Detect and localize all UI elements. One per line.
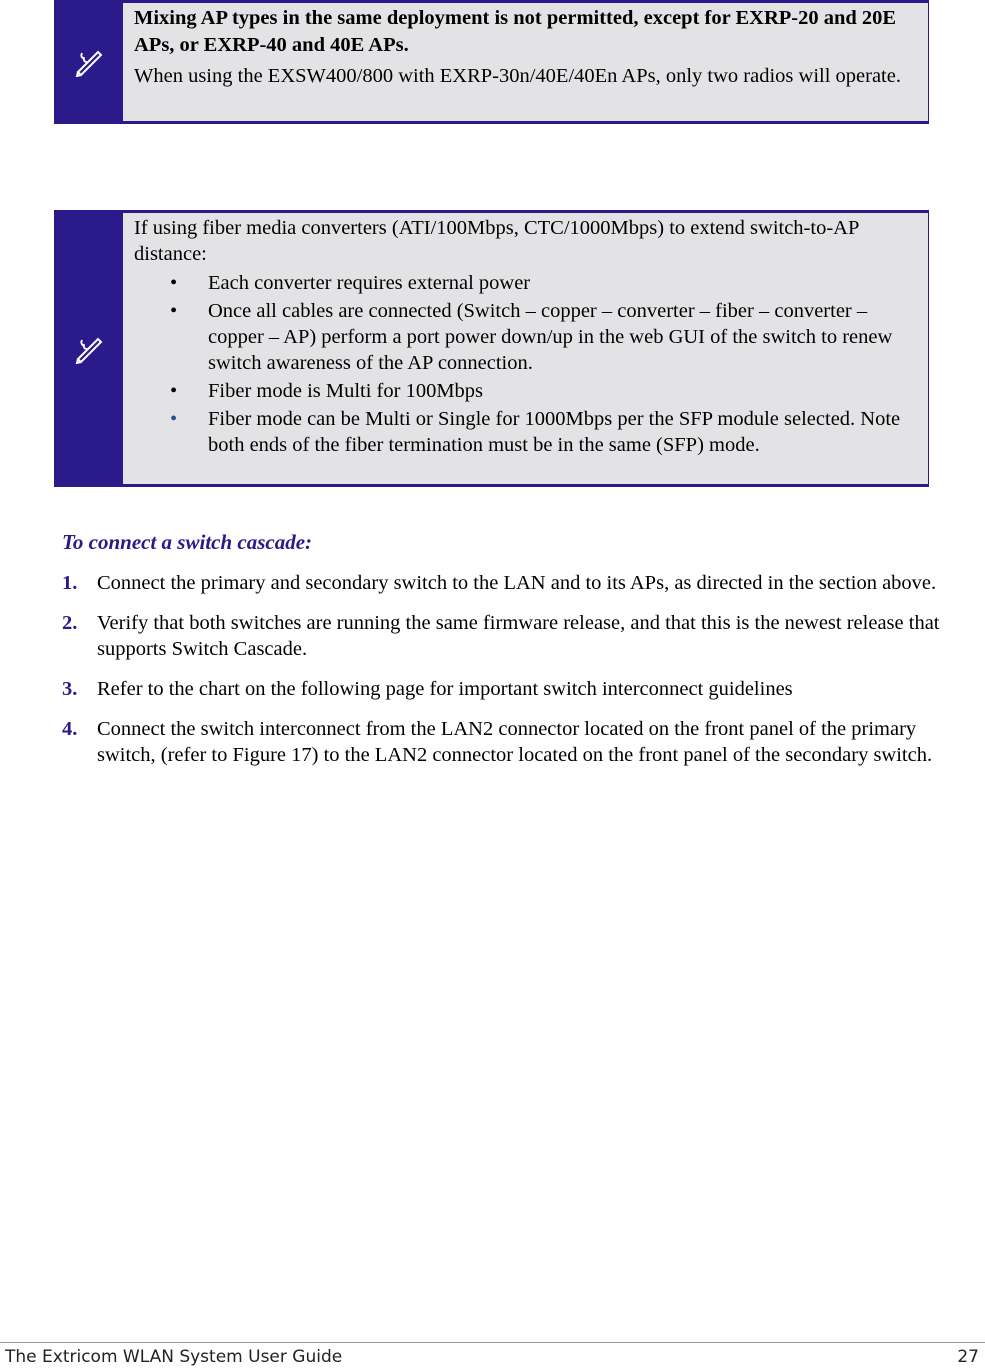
note-bold-text: Mixing AP types in the same deployment is not permitted, except for EXRP-20 and 20E APs, or EXRP-40 and 40E APs.: [134, 7, 897, 56]
writing-hand-icon: [74, 334, 104, 364]
list-item: • Fiber mode can be Multi or Single for 1000Mbps per the SFP module selected. Note both ends of the fiber termination must be in the same (SFP) mode.: [170, 408, 901, 456]
footer-title: The Extricom WLAN System User Guide: [5, 1347, 343, 1367]
step-text: Refer to the chart on the following page for important switch interconnect guidelines: [97, 678, 793, 700]
step-number: 1.: [62, 572, 78, 594]
page-footer: [0, 1342, 985, 1368]
note-icon-panel: [54, 3, 123, 121]
note-content: [123, 3, 928, 121]
page-number: 27: [957, 1347, 979, 1367]
step-text: Connect the primary and secondary switch to the LAN and to its APs, as directed in the section above.: [97, 572, 937, 594]
step-number: 4.: [62, 718, 78, 740]
step-item: [62, 716, 977, 768]
procedure-steps: [62, 570, 977, 782]
step-item: [62, 676, 977, 702]
list-item: • Fiber mode is Multi for 100Mbps: [170, 380, 484, 402]
note-text: When using the EXSW400/800 with EXRP-30n/40E/40En APs, only two radios will operate.: [134, 65, 901, 87]
bullet-icon: •: [170, 380, 178, 402]
bullet-icon: •: [170, 300, 178, 322]
note-icon-panel: [54, 213, 123, 484]
procedure-title: To connect a switch cascade:: [62, 530, 313, 554]
step-item: [62, 570, 977, 596]
step-text: Connect the switch interconnect from the LAN2 connector located on the front panel of the primary switch, (refer to Figure 17) to the LAN2 connector located on the front panel of the secondary switch.: [97, 718, 933, 766]
list-item: • Each converter requires external power: [170, 272, 531, 294]
step-number: 2.: [62, 612, 78, 634]
bullet-list: [134, 270, 918, 458]
list-item: • Once all cables are connected (Switch – copper – converter – fiber – converter – copper – AP) perform a port power down/up in the web GUI of the switch to renew switch awareness of the AP connection.: [170, 300, 893, 374]
step-text: Verify that both switches are running the same firmware release, and that this is the newest release that supports Switch Cascade.: [97, 612, 940, 660]
step-item: [62, 610, 977, 662]
note-content: [123, 213, 928, 484]
bullet-icon: •: [170, 272, 178, 294]
note-intro: If using fiber media converters (ATI/100Mbps, CTC/1000Mbps) to extend switch-to-AP distance:: [134, 217, 859, 265]
note-box-fiber-converters: [54, 210, 929, 487]
writing-hand-icon: [74, 47, 104, 77]
step-number: 3.: [62, 678, 78, 700]
bullet-icon: •: [170, 408, 178, 430]
note-box-ap-types: [54, 0, 929, 124]
